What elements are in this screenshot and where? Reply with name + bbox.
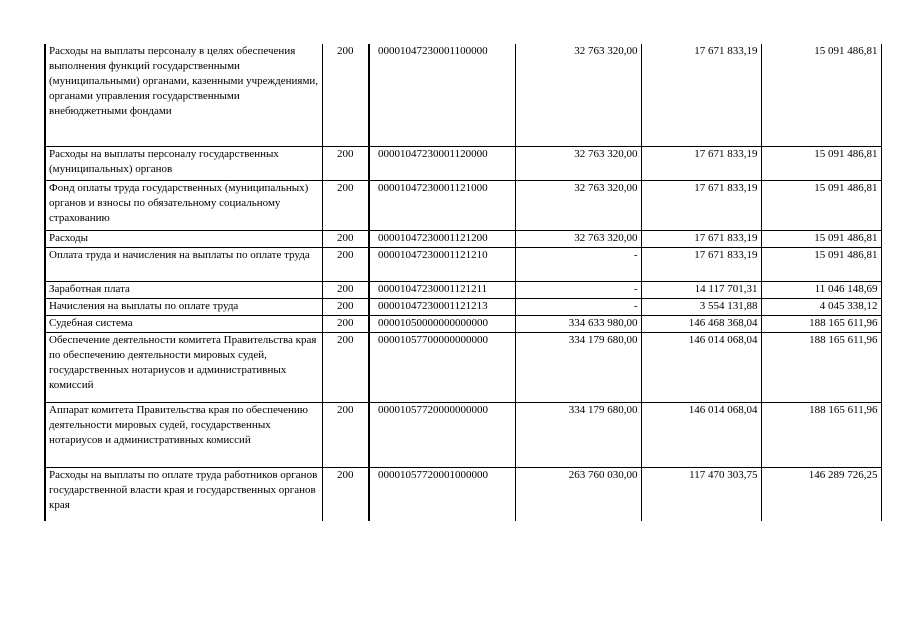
row-unexecuted-cell: 188 165 611,96	[761, 332, 881, 402]
row-unexecuted-cell: 15 091 486,81	[761, 146, 881, 180]
row-code-cell: 200	[322, 315, 369, 332]
table-row	[45, 298, 881, 315]
row-executed-cell: 3 554 131,88	[641, 298, 761, 315]
table-row	[45, 402, 881, 467]
row-kbk-cell: 00001047230001100000	[369, 44, 515, 146]
table-row	[45, 180, 881, 230]
row-approved-cell: -	[515, 281, 641, 298]
table-row	[45, 146, 881, 180]
row-approved-cell: 32 763 320,00	[515, 146, 641, 180]
row-executed-cell: 17 671 833,19	[641, 247, 761, 281]
row-code-cell: 200	[322, 180, 369, 230]
row-approved-cell: 32 763 320,00	[515, 44, 641, 146]
row-code-cell: 200	[322, 247, 369, 281]
row-unexecuted-cell: 4 045 338,12	[761, 298, 881, 315]
row-code-cell: 200	[322, 467, 369, 521]
row-kbk-cell: 00001047230001121000	[369, 180, 515, 230]
row-kbk-cell: 00001047230001121200	[369, 230, 515, 247]
table-row	[45, 230, 881, 247]
row-kbk-cell: 00001047230001121211	[369, 281, 515, 298]
row-name-cell: Заработная плата	[45, 281, 322, 298]
row-executed-cell: 17 671 833,19	[641, 180, 761, 230]
row-name-cell: Судебная система	[45, 315, 322, 332]
row-approved-cell: 334 179 680,00	[515, 402, 641, 467]
table-row	[45, 247, 881, 281]
row-unexecuted-cell: 11 046 148,69	[761, 281, 881, 298]
row-executed-cell: 117 470 303,75	[641, 467, 761, 521]
row-executed-cell: 17 671 833,19	[641, 44, 761, 146]
table-row	[45, 44, 881, 146]
row-approved-cell: 334 633 980,00	[515, 315, 641, 332]
row-approved-cell: -	[515, 247, 641, 281]
row-unexecuted-cell: 15 091 486,81	[761, 230, 881, 247]
table-row	[45, 281, 881, 298]
row-executed-cell: 14 117 701,31	[641, 281, 761, 298]
budget-execution-table	[44, 44, 882, 521]
row-kbk-cell: 00001047230001121210	[369, 247, 515, 281]
row-name-cell: Расходы на выплаты персоналу в целях обеспечения выполнения функций государственными (муниципальными) органами, казенными учреждениями, органами управления государственными внебюджетными фондами	[45, 44, 322, 146]
row-kbk-cell: 00001057720001000000	[369, 467, 515, 521]
row-approved-cell: 32 763 320,00	[515, 230, 641, 247]
row-name-cell: Начисления на выплаты по оплате труда	[45, 298, 322, 315]
row-kbk-cell: 00001047230001120000	[369, 146, 515, 180]
table-row	[45, 332, 881, 402]
row-name-cell: Оплата труда и начисления на выплаты по оплате труда	[45, 247, 322, 281]
row-unexecuted-cell: 188 165 611,96	[761, 315, 881, 332]
row-code-cell: 200	[322, 281, 369, 298]
row-executed-cell: 146 014 068,04	[641, 402, 761, 467]
table-row	[45, 315, 881, 332]
row-unexecuted-cell: 146 289 726,25	[761, 467, 881, 521]
row-kbk-cell: 00001050000000000000	[369, 315, 515, 332]
row-code-cell: 200	[322, 44, 369, 146]
row-executed-cell: 146 468 368,04	[641, 315, 761, 332]
table-row	[45, 467, 881, 521]
row-executed-cell: 146 014 068,04	[641, 332, 761, 402]
row-name-cell: Расходы на выплаты по оплате труда работников органов государственной власти края и государственных органов края	[45, 467, 322, 521]
row-name-cell: Расходы	[45, 230, 322, 247]
row-kbk-cell: 00001047230001121213	[369, 298, 515, 315]
row-code-cell: 200	[322, 298, 369, 315]
row-unexecuted-cell: 188 165 611,96	[761, 402, 881, 467]
row-approved-cell: 334 179 680,00	[515, 332, 641, 402]
row-name-cell: Аппарат комитета Правительства края по обеспечению деятельности мировых судей, государственных нотариусов и административных комиссий	[45, 402, 322, 467]
row-unexecuted-cell: 15 091 486,81	[761, 44, 881, 146]
row-unexecuted-cell: 15 091 486,81	[761, 247, 881, 281]
row-name-cell: Фонд оплаты труда государственных (муниципальных) органов и взносы по обязательному социальному страхованию	[45, 180, 322, 230]
row-name-cell: Расходы на выплаты персоналу государственных (муниципальных) органов	[45, 146, 322, 180]
row-code-cell: 200	[322, 332, 369, 402]
row-approved-cell: -	[515, 298, 641, 315]
row-code-cell: 200	[322, 146, 369, 180]
row-approved-cell: 32 763 320,00	[515, 180, 641, 230]
row-kbk-cell: 00001057700000000000	[369, 332, 515, 402]
row-kbk-cell: 00001057720000000000	[369, 402, 515, 467]
row-executed-cell: 17 671 833,19	[641, 230, 761, 247]
row-code-cell: 200	[322, 230, 369, 247]
row-code-cell: 200	[322, 402, 369, 467]
row-name-cell: Обеспечение деятельности комитета Правительства края по обеспечению деятельности мировых судей, государственных нотариусов и административных комиссий	[45, 332, 322, 402]
row-approved-cell: 263 760 030,00	[515, 467, 641, 521]
row-unexecuted-cell: 15 091 486,81	[761, 180, 881, 230]
row-executed-cell: 17 671 833,19	[641, 146, 761, 180]
